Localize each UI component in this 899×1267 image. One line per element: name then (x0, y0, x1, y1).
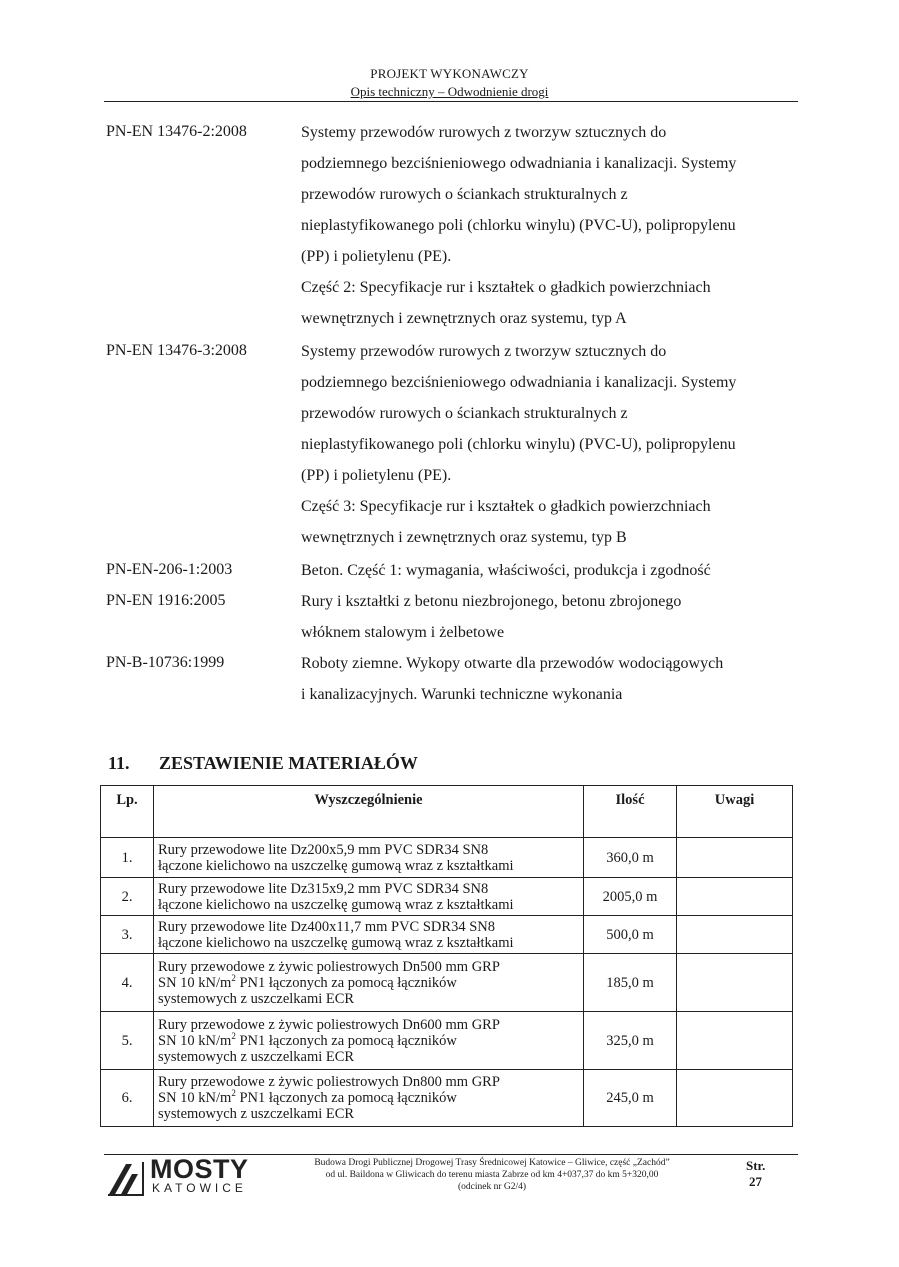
column-header-description: Wyszczególnienie (154, 786, 584, 838)
standard-description (301, 336, 791, 553)
description-line (158, 1090, 580, 1106)
footer-project-info (262, 1157, 722, 1193)
row-quantity: 2005,0 m (584, 878, 677, 916)
row-quantity: 185,0 m (584, 954, 677, 1012)
description-line: Rury i kształtki z betonu niezbrojonego, betonu zbrojonego (301, 593, 682, 610)
footer-line: od ul. Baildona w Gliwicach do terenu miasta Zabrze od km 4+037,37 do km 5+320,00 (325, 1170, 659, 1180)
standard-code: PN-EN 13476-2:2008 (106, 123, 247, 140)
page-number: 27 (749, 1174, 762, 1189)
description-line: Część 2: Specyfikacje rur i kształtek o gładkich powierzchniach (301, 279, 711, 296)
description-line: przewodów rurowych o ściankach strukturalnych z (301, 405, 628, 422)
row-number: 4. (101, 954, 154, 1012)
table-row (101, 878, 793, 916)
description-line: Część 3: Specyfikacje rur i kształtek o gładkich powierzchniach (301, 498, 711, 515)
row-quantity: 325,0 m (584, 1012, 677, 1070)
row-quantity: 360,0 m (584, 838, 677, 878)
standard-code: PN-B-10736:1999 (106, 654, 225, 671)
table-row (101, 954, 793, 1012)
description-line: Systemy przewodów rurowych z tworzyw sztucznych do (301, 343, 667, 360)
row-notes (677, 838, 793, 878)
description-line: systemowych z uszczelkami ECR (158, 1106, 355, 1122)
footer-line: Budowa Drogi Publicznej Drogowej Trasy Średnicowej Katowice – Gliwice, część „Zachód” (314, 1158, 670, 1168)
column-header-lp: Lp. (101, 786, 154, 838)
description-line: Rury przewodowe lite Dz315x9,2 mm PVC SDR34 SN8 (158, 880, 489, 897)
description-line: łączone kielichowo na uszczelkę gumową wraz z kształtkami (158, 857, 514, 874)
description-line: włóknem stalowym i żelbetowe (301, 624, 505, 641)
description-line: Rury przewodowe lite Dz400x11,7 mm PVC SDR34 SN8 (158, 918, 495, 935)
document-header-subtitle: Opis techniczny – Odwodnienie drogi (350, 84, 549, 99)
description-line: systemowych z uszczelkami ECR (158, 990, 355, 1007)
description-line: Beton. Część 1: wymagania, właściwości, produkcja i zgodność (301, 562, 711, 579)
table-row (101, 916, 793, 954)
column-header-quantity: Ilość (584, 786, 677, 838)
standard-code: PN-EN 1916:2005 (106, 592, 226, 609)
description-line: przewodów rurowych o ściankach strukturalnych z (301, 186, 628, 203)
row-description (154, 838, 584, 878)
description-line: łączone kielichowo na uszczelkę gumową wraz z kształtkami (158, 896, 514, 913)
row-description (154, 878, 584, 916)
superscript: 2 (231, 1088, 236, 1099)
row-number: 5. (101, 1012, 154, 1070)
description-fragment: PN1 łączonych za pomocą łączników (235, 974, 457, 991)
table-row (101, 838, 793, 878)
materials-table (100, 785, 793, 1127)
row-number: 2. (101, 878, 154, 916)
description-line (158, 972, 580, 991)
logo-subtitle: KATOWICE (152, 1181, 247, 1195)
description-line: i kanalizacyjnych. Warunki techniczne wykonania (301, 686, 623, 703)
row-notes (677, 916, 793, 954)
logo-name: MOSTY (150, 1154, 249, 1184)
standard-description (301, 586, 791, 648)
page-label: Str. (746, 1158, 766, 1173)
table-row (101, 1070, 793, 1127)
table-header-row (101, 786, 793, 838)
description-line: łączone kielichowo na uszczelkę gumową wraz z kształtkami (158, 934, 514, 951)
description-fragment: SN 10 kN/m (158, 1090, 232, 1106)
description-line: (PP) i polietylenu (PE). (301, 467, 452, 484)
description-line: nieplastyfikowanego poli (chlorku winylu) (PVC-U), polipropylenu (301, 436, 736, 453)
description-line: nieplastyfikowanego poli (chlorku winylu) (PVC-U), polipropylenu (301, 217, 736, 234)
description-line: Systemy przewodów rurowych z tworzyw sztucznych do (301, 124, 667, 141)
description-line: wewnętrznych i zewnętrznych oraz systemu, typ A (301, 310, 627, 327)
row-description (154, 1012, 584, 1070)
description-line: systemowych z uszczelkami ECR (158, 1048, 355, 1065)
row-number: 3. (101, 916, 154, 954)
superscript: 2 (231, 1030, 236, 1041)
row-description (154, 954, 584, 1012)
column-header-notes: Uwagi (677, 786, 793, 838)
description-line: Roboty ziemne. Wykopy otwarte dla przewodów wodociągowych (301, 655, 724, 672)
row-number: 6. (101, 1070, 154, 1127)
standard-code: PN-EN-206-1:2003 (106, 561, 233, 578)
description-line: (PP) i polietylenu (PE). (301, 248, 452, 265)
document-header-title: PROJEKT WYKONAWCZY (370, 66, 529, 81)
row-notes (677, 1070, 793, 1127)
footer-line: (odcinek nr G2/4) (457, 1182, 527, 1192)
row-description (154, 916, 584, 954)
standard-description (301, 555, 791, 586)
description-line: Rury przewodowe lite Dz200x5,9 mm PVC SDR34 SN8 (158, 841, 489, 858)
description-fragment: SN 10 kN/m (158, 1032, 232, 1049)
standard-code: PN-EN 13476-3:2008 (106, 342, 247, 359)
description-fragment: PN1 łączonych za pomocą łączników (235, 1090, 457, 1106)
row-quantity: 500,0 m (584, 916, 677, 954)
section-number: 11. (108, 753, 130, 773)
description-line: Rury przewodowe z żywic poliestrowych Dn500 mm GRP (158, 958, 500, 975)
description-line: podziemnego bezciśnieniowego odwadniania i kanalizacji. Systemy (301, 374, 737, 391)
standard-description (301, 117, 791, 334)
table-row (101, 1012, 793, 1070)
description-line: Rury przewodowe z żywic poliestrowych Dn800 mm GRP (158, 1074, 500, 1090)
header-divider (104, 101, 798, 102)
row-notes (677, 878, 793, 916)
description-line (158, 1030, 580, 1049)
row-number: 1. (101, 838, 154, 878)
section-title: ZESTAWIENIE MATERIAŁÓW (159, 753, 418, 773)
row-notes (677, 1012, 793, 1070)
superscript: 2 (231, 972, 236, 983)
description-line: podziemnego bezciśnieniowego odwadniania i kanalizacji. Systemy (301, 155, 737, 172)
row-notes (677, 954, 793, 1012)
row-description (154, 1070, 584, 1127)
standard-description (301, 648, 791, 710)
description-line: wewnętrznych i zewnętrznych oraz systemu, typ B (301, 529, 627, 546)
row-quantity: 245,0 m (584, 1070, 677, 1127)
description-line: Rury przewodowe z żywic poliestrowych Dn600 mm GRP (158, 1016, 500, 1033)
description-fragment: SN 10 kN/m (158, 974, 232, 991)
description-fragment: PN1 łączonych za pomocą łączników (235, 1032, 457, 1049)
